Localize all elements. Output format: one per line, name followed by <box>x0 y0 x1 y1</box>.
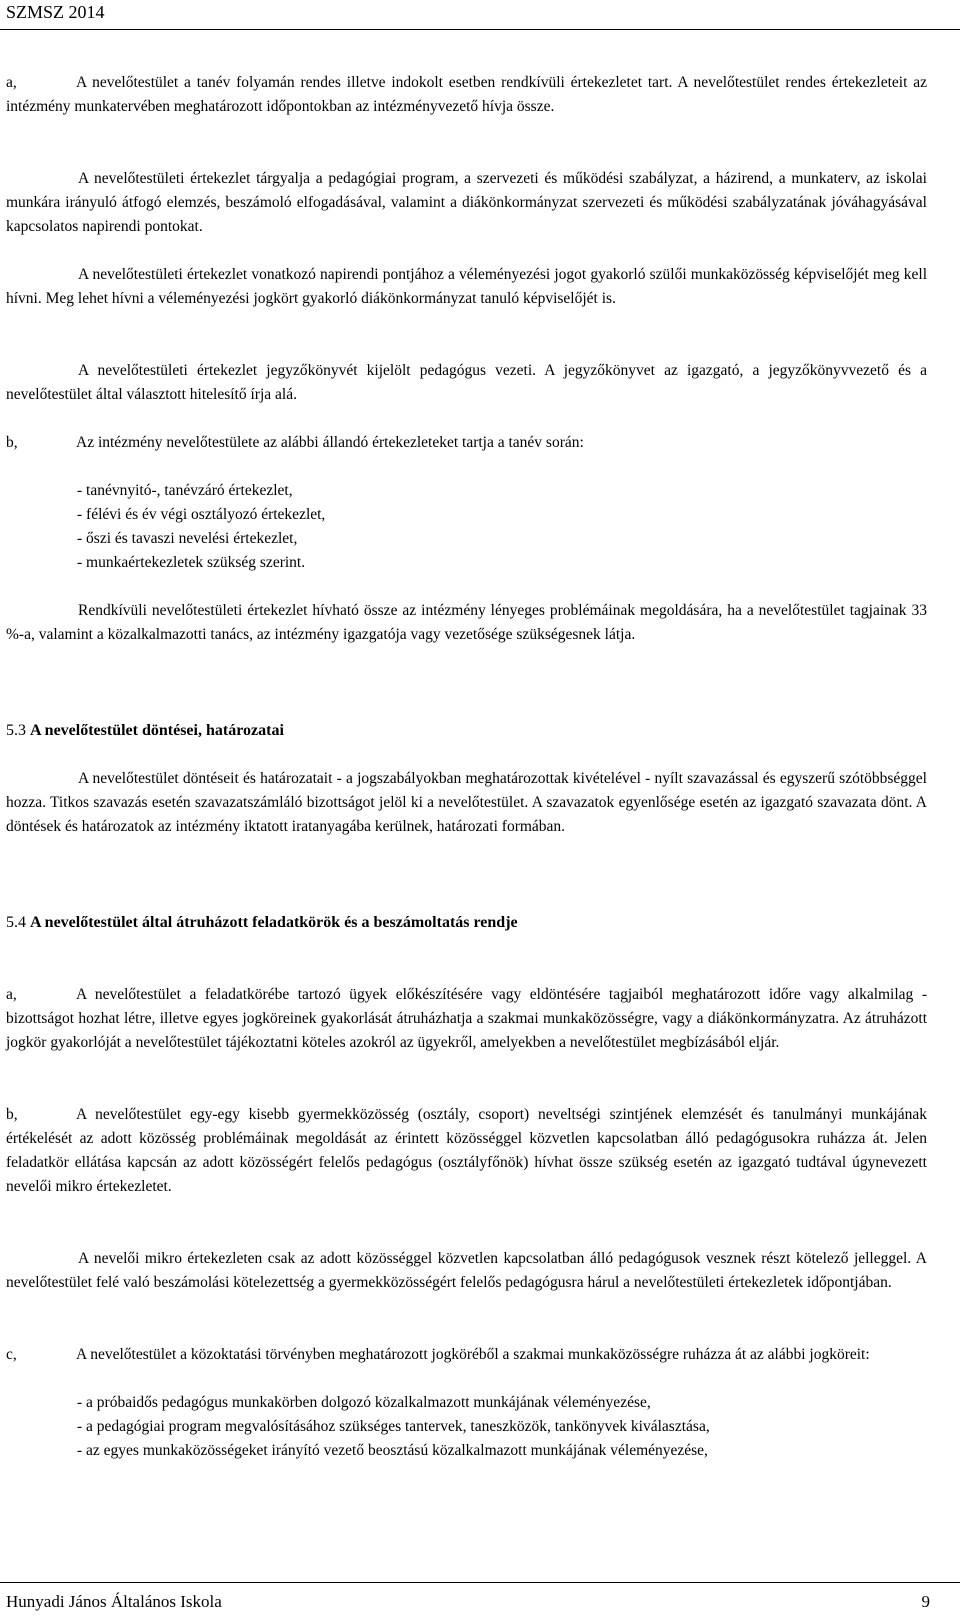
item-label: c, <box>6 1346 17 1363</box>
paragraph-5-4-c <box>6 1343 927 1367</box>
paragraph-text: A nevelőtestület a tanév folyamán rendes illetve indokolt esetben rendkívüli értekezletet tart. A nevelőtestület rendes értekezleteit az intézmény munkatervében meghatározott időpontokban az intézményvezető hívja össze. <box>6 74 927 115</box>
delegated-rights-list <box>77 1391 710 1463</box>
list-item: - az egyes munkaközösségeket irányító vezető beosztású közalkalmazott munkájának véleményezése, <box>77 1442 708 1459</box>
paragraph-micro-meeting: A nevelői mikro értekezleten csak az adott közösséggel közvetlen kapcsolatban álló pedagógusok vesznek részt kötelező jelleggel. A nevelőtestület felé való beszámolási kötelezettség a gyermekközösségért felelős pedagógusra hárul a nevelőtestületi értekezletek időpontjában. <box>6 1250 927 1291</box>
paragraph-minutes: A nevelőtestületi értekezlet jegyzőkönyvét kijelölt pedagógus vezeti. A jegyzőkönyvet az igazgató, a jegyzőkönyvvezető és a nevelőtestület által választott hitelesítő írja alá. <box>6 362 927 403</box>
paragraph-text: A nevelőtestület a közoktatási törvényben meghatározott jogköréből a szakmai munkaközösségre ruházza át az alábbi jogköreit: <box>76 1346 870 1363</box>
item-label: b, <box>6 434 18 451</box>
paragraph-a <box>6 71 927 119</box>
paragraph-agenda: A nevelőtestületi értekezlet tárgyalja a pedagógiai program, a szervezeti és működési szabályzat, a házirend, a munkaterv, az iskolai munkára irányuló átfogó elemzés, beszámoló elfogadásával, valamint a diákönkormányzat szervezeti és működési szabályzatának jóváhagyásával kapcsolatos napirendi pontokat. <box>6 170 927 235</box>
list-item: - őszi és tavaszi nevelési értekezlet, <box>77 530 298 547</box>
section-heading-5-3 <box>6 719 284 743</box>
item-label: a, <box>6 74 17 91</box>
paragraph-invitation: A nevelőtestületi értekezlet vonatkozó napirendi pontjához a véleményezési jogot gyakorló szülői munkaközösség képviselőjét meg kell hívni. Meg lehet hívni a véleményezési jogkört gyakorló diákönkormányzat tanuló képviselőjét is. <box>6 266 927 307</box>
item-label: b, <box>6 1106 18 1123</box>
list-item: - a próbaidős pedagógus munkakörben dolgozó közalkalmazott munkájának véleményezése, <box>77 1394 651 1411</box>
paragraph-text: A nevelőtestület a feladatkörébe tartozó ügyek előkészítésére vagy eldöntésére tagjaiból meghatározott időre vagy alkalmilag - bizottságot hozhat létre, illetve egyes jogköreinek gyakorlását átruházhatja a szakmai munkaközösségre, vagy a diákönkormányzatra. Az átruházott jogkör gyakorlóját a nevelőtestület tájékoztatni köteles azokról az ügyekről, amelyekben a nevelőtestület megbízásából eljár. <box>6 986 927 1051</box>
meeting-list <box>77 479 325 575</box>
section-title: A nevelőtestület által átruházott feladatkörök és a beszámoltatás rendje <box>30 914 518 931</box>
section-heading-5-4 <box>6 911 518 935</box>
section-title: A nevelőtestület döntései, határozatai <box>30 722 284 739</box>
paragraph-5-4-b <box>6 1103 927 1199</box>
paragraph-5-4-a <box>6 983 927 1055</box>
section-number: 5.4 <box>6 914 26 931</box>
footer-divider <box>0 1582 960 1583</box>
paragraph-text: Az intézmény nevelőtestülete az alábbi állandó értekezleteket tartja a tanév során: <box>76 434 584 451</box>
paragraph-decisions: A nevelőtestület döntéseit és határozatait - a jogszabályokban meghatározottak kivételével - nyílt szavazással és egyszerű szótöbbséggel hozza. Titkos szavazás esetén szavazatszámláló bizottságot jelöl ki a nevelőtestület. A szavazatok egyenlősége esetén az igazgató szavazata dönt. A döntések és határozatok az intézmény iktatott iratanyagába kerülnek, határozati formában. <box>6 770 927 835</box>
item-label: a, <box>6 986 17 1003</box>
list-item: - a pedagógiai program megvalósításához szükséges tantervek, taneszközök, tankönyvek kiválasztása, <box>77 1418 710 1435</box>
page-number: 9 <box>921 1592 930 1611</box>
header-title: SZMSZ 2014 <box>6 2 105 22</box>
footer-school-name: Hunyadi János Általános Iskola <box>6 1592 222 1611</box>
section-number: 5.3 <box>6 722 26 739</box>
header-divider <box>0 29 960 30</box>
list-item: - munkaértekezletek szükség szerint. <box>77 554 306 571</box>
paragraph-b <box>6 431 927 455</box>
list-item: - tanévnyitó-, tanévzáró értekezlet, <box>77 482 293 499</box>
paragraph-extraordinary: Rendkívüli nevelőtestületi értekezlet hívható össze az intézmény lényeges problémáinak megoldására, ha a nevelőtestület tagjainak 33 %-a, valamint a közalkalmazotti tanács, az intézmény igazgatója vagy vezetősége szükségesnek látja. <box>6 602 927 643</box>
paragraph-text: A nevelőtestület egy-egy kisebb gyermekközösség (osztály, csoport) neveltségi szintjének elemzését és tanulmányi munkájának értékelését az adott közösség problémáinak megoldását az érintett közösséggel közvetlen kapcsolatban álló pedagógusokra ruházza át. Jelen feladatkör ellátása kapcsán az adott közösségért felelős pedagógus (osztályfőnök) hívhat össze szükség esetén az igazgató tudtával úgynevezett nevelői mikro értekezletet. <box>6 1106 927 1195</box>
list-item: - félévi és év végi osztályozó értekezlet, <box>77 506 326 523</box>
